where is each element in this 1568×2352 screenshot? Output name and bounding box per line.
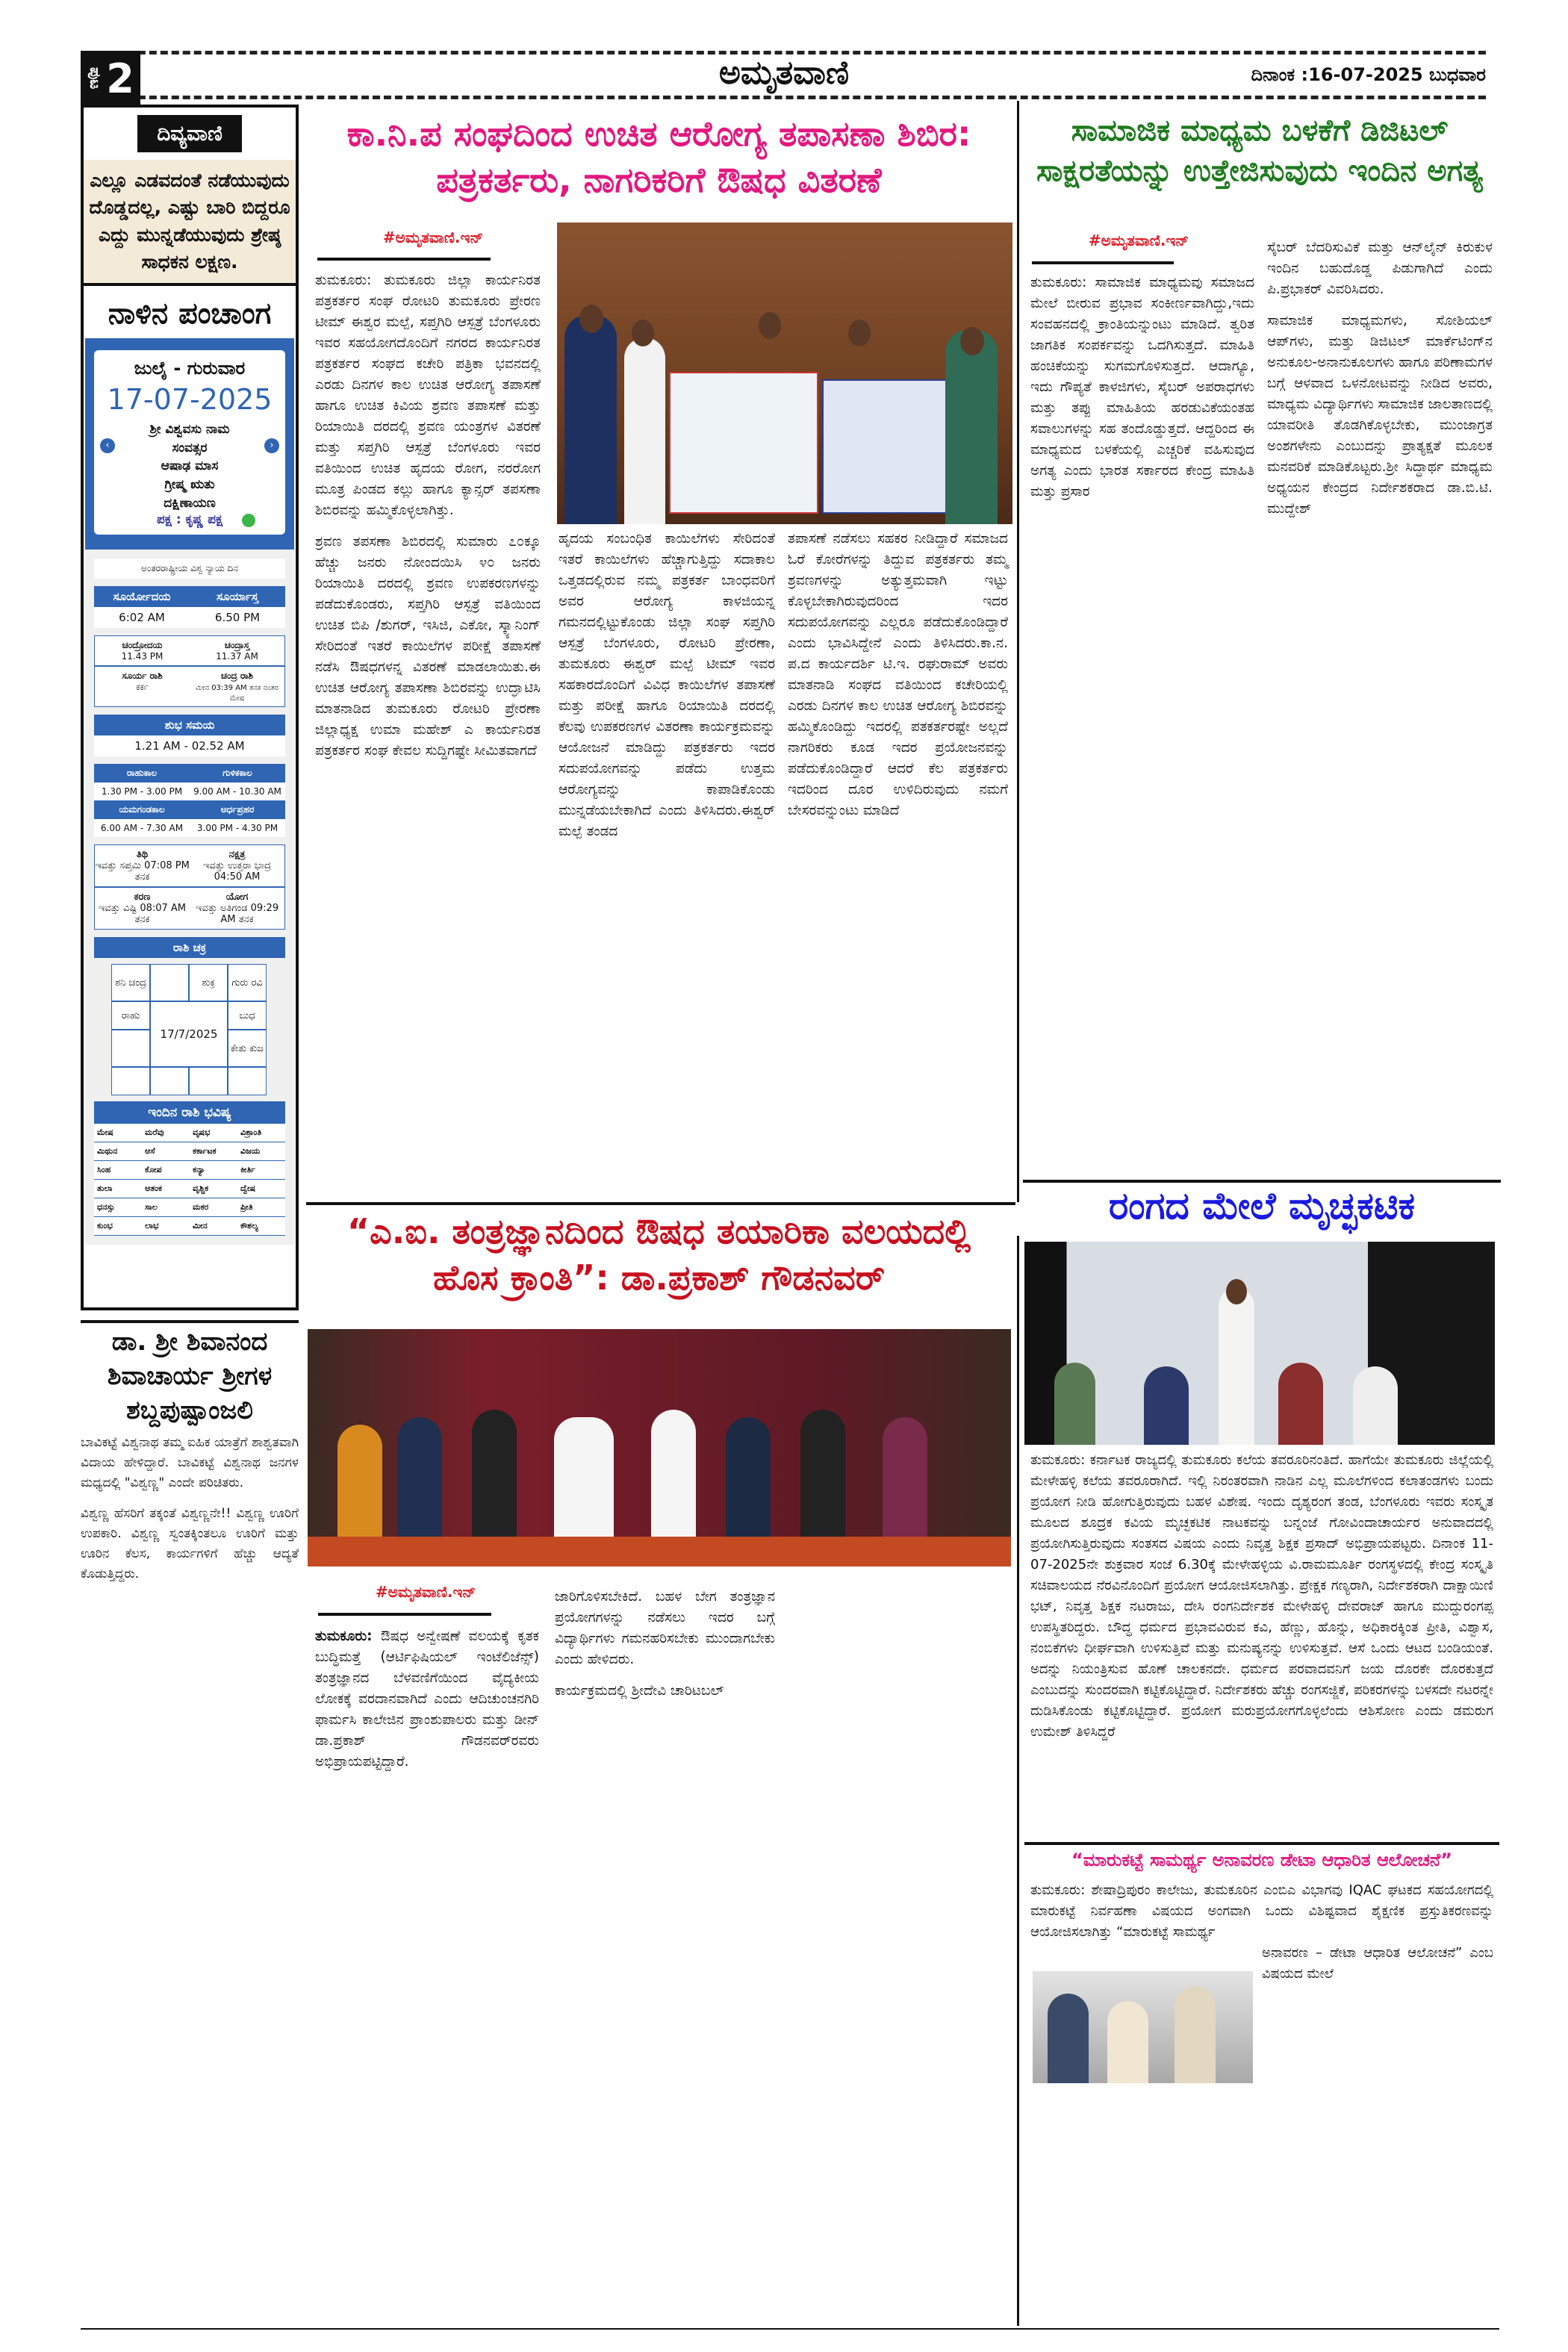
paksha: ಪಕ್ಷ : ಕೃಷ್ಣ ಪಕ್ಷ (156, 512, 223, 528)
issue-date: ದಿನಾಂಕ :16-07-2025 ಬುಧವಾರ (1251, 64, 1486, 85)
rashi-name: ಕನ್ಯಾ (190, 1161, 237, 1180)
chandra-rashi-label: ಚಂದ್ರ ರಾಶಿ (220, 671, 254, 682)
moonrise-label: ಚಂದ್ರೋದಯ (122, 640, 163, 651)
flower-decoration (308, 1537, 1011, 1567)
sunset-time: 6.50 PM (214, 611, 261, 625)
nakshatra-label: ನಕ್ಷತ್ರ (228, 849, 246, 861)
ardha-time: 3.00 PM - 4.30 PM (196, 823, 279, 834)
karana-label: ಕರಣ (134, 892, 151, 903)
chakra-cell: ಗುರು ರವಿ (228, 964, 267, 1001)
tribute-headline: ಡಾ. ಶ್ರೀ ಶಿವಾನಂದ ಶಿವಾಚಾರ್ಯ ಶ್ರೀಗಳ ಶಬ್ದಪುಷ್ಪಾಂಜಲಿ (107, 1327, 273, 1425)
chakra-cell: ರಾಹು (111, 1001, 150, 1030)
left-sidebar (81, 105, 299, 1310)
health-camp-photo (557, 223, 1012, 524)
rashi-name: ತುಲಾ (94, 1180, 142, 1198)
panchanga-date: 17-07-2025 (107, 383, 273, 416)
rashi-prediction: ವಿಶ್ರಾಂತಿ (237, 1124, 285, 1142)
rashi-prediction: ದ್ವೇಷ (237, 1180, 285, 1198)
nakshatra: ಇವತ್ತು ಉತ್ತರಾ ಭಾದ್ರ 04:50 AM (202, 860, 272, 883)
health-hashtag: #ಅಮೃತವಾಣಿ.ಇನ್ (382, 228, 484, 246)
chakra-cell: ಶನಿ ಚಂದ್ರ (111, 964, 150, 1001)
moonrise-time: 11.43 PM (121, 651, 164, 662)
surya-rashi-label: ಸೂರ್ಯ ರಾಶಿ (122, 671, 163, 682)
special-day: ಅಂತರರಾಷ್ಟ್ರೀಯ ವಿಶ್ವ ನ್ಯಾಯ ದಿನ (94, 559, 285, 579)
rashi-name: ವೃಶ್ಚಿಕ (190, 1180, 237, 1198)
shubha-time: 1.21 AM - 02.52 AM (134, 739, 245, 753)
samvatsara-line: ದಕ್ಷಿಣಾಯಣ (164, 495, 216, 511)
rashi-prediction: ಲಾಭ (142, 1217, 190, 1236)
rashi-name: ಧನಸ್ಸು (94, 1198, 142, 1217)
paragraph: ಸೈಬರ್ ಬೆದರಿಸುವಿಕೆ ಮತ್ತು ಆನ್‌ಲೈನ್ ಕಿರುಕುಳ ಇಂದಿನ ಬಹುದೊಡ್ಡ ಪಿಡುಗಾಗಿದೆ ಎಂದು ಪಿ.ಪ್ರಭಾಕರ್ ವಿವರಿಸಿದರು. (1267, 240, 1493, 297)
month-day: ಜುಲೈ - ಗುರುವಾರ (134, 358, 246, 379)
rashi-name: ವೃಷಭ (190, 1124, 237, 1142)
paragraph: ಕಾರ್ಯಕ್ರಮದಲ್ಲಿ ಶ್ರೀದೇವಿ ಚಾರಿಟಬಲ್ (555, 1683, 724, 1699)
masthead: ಅಮೃತವಾಣಿ (718, 54, 850, 92)
header-rule (105, 96, 1486, 99)
yama-label: ಯಮಗಂಡಕಾಲ (119, 804, 165, 815)
page-number: 2 (106, 55, 134, 102)
rashi-prediction: ಆತಂಕ (142, 1180, 190, 1198)
surya-rashi: ಕರ್ಕ (135, 682, 149, 693)
rahu-time: 1.30 PM - 3.00 PM (101, 786, 183, 797)
social-column-2 (1267, 237, 1493, 530)
rashi-prediction: ಕೌಶಲ್ಯ (237, 1217, 285, 1236)
paragraph: ಜಾರಿಗೊಳಿಸಬೇಕಿದೆ. ಬಹಳ ಬೇಗ ತಂತ್ರಜ್ಞಾನ ಪ್ರಯೋಗಗಳನ್ನು ನಡೆಸಲು ಇದರ ಬಗ್ಗೆ ವಿದ್ಯಾರ್ಥಿಗಳು ಗಮನಹರಿಸಬೇಕು ಮುಂದಾಗಬೇಕು ಎಂದು ಹೇಳಿದರು. (555, 1589, 775, 1667)
sunrise-label: ಸೂರ್ಯೋದಯ (113, 590, 171, 604)
rashi-bhavishya-table (94, 1124, 285, 1236)
panchanga-heading: ನಾಳಿನ ಪಂಚಾಂಗ (108, 296, 272, 331)
ai-column-2 (555, 1587, 775, 1712)
ai-column-1 (315, 1626, 539, 1773)
social-column-1: ತುಮಕೂರು: ಸಾಮಾಜಿಕ ಮಾಧ್ಯಮವು ಸಮಾಜದ ಮೇಲೆ ಬೀರುವ ಪ್ರಭಾವ ಸಂಕೀರ್ಣವಾಗಿದ್ದು,ಇದು ಸಂವಹನದಲ್ಲಿ ಕ್ರಾಂತಿಯನ್ನುಂಟು ಮಾಡಿದೆ. ತ್ವರಿತ ಜಾಗತಿಕ ಸಂಪರ್ಕವನ್ನು ಒದಗಿಸುತ್ತದೆ. ಮಾಹಿತಿ ಹಂಚಿಕೆಯನ್ನು ಸುಗಮಗೊಳಿಸುತ್ತದೆ. ಆದಾಗ್ಯೂ, ಇದು ಗೌಪ್ಯತೆ ಕಾಳಜಿಗಳು, ಸೈಬರ್ ಅಪರಾಧಗಳು ಮತ್ತು ತಪ್ಪು ಮಾಹಿತಿಯ ಹರಡುವಿಕೆಯಂತಹ ಸವಾಲುಗಳನ್ನು ಸಹ ತಂದೊಡ್ಡುತ್ತದೆ. ಆದ್ದರಿಂದ ಈ ಮಾಧ್ಯಮದ ಬಳಕೆಯಲ್ಲಿ ಎಚ್ಚರಿಕೆ ವಹಿಸುವುದ ಅಗತ್ಯ ಎಂದು ಭಾರತ ಸರ್ಕಾರದ ಕೇಂದ್ರ ಮಾಹಿತಿ ಮತ್ತು ಪ್ರಸಾರ (1030, 275, 1254, 500)
rashi-name: ಮೇಷ (94, 1124, 142, 1142)
social-headline-line: ಸಾಕ್ಷರತೆಯನ್ನು ಉತ್ತೇಜಿಸುವುದು ಇಂದಿನ ಅಗತ್ಯ (1036, 154, 1483, 188)
ai-headline (306, 1208, 1012, 1301)
tribute-paragraph: ವಿಶ್ವಣ್ಣ ಹೆಸರಿಗೆ ತಕ್ಕಂತೆ ವಿಶ್ವಣ್ಣನೇ!! ವಿಶ್ವಣ್ಣ ಊರಿಗೆ ಉಪಕಾರಿ. ವಿಶ್ವಣ್ಣ ಸ್ವಂತಕ್ಕಿಂತಲೂ ಊರಿಗೆ ಮತ್ತು ಊರಿನ ಕೆಲಸ, ಕಾರ್ಯಗಳಿಗೆ ಹೆಚ್ಚು ಆದ್ಯತೆ ಕೊಡುತ್ತಿದ್ದರು. (81, 1505, 299, 1581)
play-stage-photo (1024, 1242, 1495, 1445)
ai-headline-line: ಹೊಸ ಕ್ರಾಂತಿ”: ಡಾ.ಪ್ರಕಾಶ್ ಗೌಡನವರ್ (432, 1257, 886, 1298)
rashi-prediction: ಸಾಲ (142, 1198, 190, 1217)
bhavishya-heading: ಇಂದಿನ ರಾಶಿ ಭವಿಷ್ಯ (148, 1105, 231, 1121)
market-lead: ತುಮಕೂರು: ಶೇಷಾದ್ರಿಪುರಂ ಕಾಲೇಜು, ತುಮಕೂರಿನ ಎಂಬಿಎ ವಿಭಾಗವು IQAC ಘಟಕದ ಸಹಯೋಗದಲ್ಲಿ ಮಾರುಕಟ್ಟೆ ನಿರ್ವಹಣಾ ವಿಷಯದ ಅಂಗವಾಗಿ ಒಂದು ವಿಶಿಷ್ಟವಾದ ಶೈಕ್ಷಣಿಕ ಪ್ರಸ್ತುತಿಕರಣವನ್ನು ಆಯೋಜಿಸಲಾಗಿತ್ತು “ಮಾರುಕಟ್ಟೆ ಸಾಮರ್ಥ್ಯ (1030, 1882, 1493, 1940)
banner (822, 379, 949, 514)
panchanga-card (85, 338, 294, 550)
chakra-cell: ಶುಕ್ರ (189, 964, 228, 1001)
chakra-cell: ಬುಧ (228, 1001, 267, 1030)
health-column-2: ಹೃದಯ ಸಂಬಂಧಿತ ಕಾಯಿಲೆಗಳು ಸೇರಿದಂತೆ ಇತರೆ ಕಾಯಿಲೆಗಳು ಹೆಚ್ಚಾಗುತ್ತಿದ್ದು ಸದಾಕಾಲ ಒತ್ತಡದಲ್ಲಿರುವ ನಮ್ಮ ಪತ್ರಕರ್ತ ಬಾಂಧವರಿಗೆ ಅವರ ಆರೋಗ್ಯ ಕಾಳಜಿಯನ್ನ ಗಮನದಲ್ಲಿಟ್ಟುಕೊಂಡು ಜಿಲ್ಲಾ ಸಂಘ ಸಪ್ತಗಿರಿ ಆಸ್ಪತ್ರೆ ಬೆಂಗಳೂರು, ರೋಟರಿ ಪ್ರೇರಣಾ, ತುಮಕೂರು ಈಶ್ವರ್ ಮಲ್ಪೆ ಟೀಮ್ ಇವರ ಸಹಕಾರದೊಂದಿಗೆ ವಿವಿಧ ಕಾಯಿಲೆಗಳ ತಪಾಸಣೆ ಮತ್ತು ಪರೀಕ್ಷೆ ಹಾಗೂ ರಿಯಾಯಿತಿ ದರದಲ್ಲಿ ಕೆಲವು ಉಪಕರಣಗಳ ವಿತರಣಾ ಕಾರ್ಯಕ್ರಮವನ್ನು ಆಯೋಜನೆ ಮಾಡಿದ್ದು ಪತ್ರಕರ್ತರು ಇದರ ಸದುಪಯೋಗವನ್ನು ಪಡೆದು ಉತ್ತಮ ಆರೋಗ್ಯವನ್ನು ಕಾಪಾಡಿಕೊಂಡು ಮುನ್ನಡೆಯಬೇಕಾಗಿದೆ ಎಂದು ತಿಳಿಸಿದರು.ಈಶ್ವರ್ ಮಲ್ಪೆ ತಂಡದ (559, 531, 775, 839)
divyavani-title: ದಿವ್ಯವಾಣಿ (137, 115, 242, 152)
rashi-prediction: ಪ್ರೀತಿ (237, 1198, 285, 1217)
social-hashtag: #ಅಮೃತವಾಣಿ.ಇನ್ (1088, 231, 1189, 249)
health-column-1 (315, 270, 541, 772)
yoga-label: ಯೋಗ (225, 892, 249, 903)
chevron-right-icon: › (264, 438, 279, 453)
mricchakatika-body: ತುಮಕೂರು: ಕರ್ನಾಟಕ ರಾಜ್ಯದಲ್ಲಿ ತುಮಕೂರು ಕಲೆಯ ತವರೂರಿನಂತಿದೆ. ಹಾಗೆಯೇ ತುಮಕೂರು ಜಿಲ್ಲೆಯಲ್ಲಿ ಮೇಳೇಹಳ್ಳಿ ಕಲೆಯ ತವರೂರಾಗಿದೆ. ಇಲ್ಲಿ ನಿರಂತರವಾಗಿ ನಾಡಿನ ಎಲ್ಲ ಮೂಲೆಗಳಿಂದ ಕಲಾತಂಡಗಳು ಬಂದು ಪ್ರಯೋಗ ನೀಡಿ ಹೋಗುತ್ತಿರುವುದು ಬಹಳ ವಿಶೇಷ. ಇಂದು ದೃಶ್ಯರಂಗ ತಂಡ, ಬೆಂಗಳೂರು ಇವರು ಸಂಸ್ಕೃತ ಮೂಲದ ಶೂದ್ರಕ ಕವಿಯ ಮೃಚ್ಛಕಟಿಕ ನಾಟಕವನ್ನು ಬನ್ನಂಜೆ ಗೋವಿಂದಾಚಾರ್ಯರ ಅನುವಾದದಲ್ಲಿ ಪ್ರಯೋಗಿಸುತ್ತಿರುವುದು ಸಂತಸದ ವಿಷಯ ಎಂದು ನಿವೃತ್ತ ಶಿಕ್ಷಕ ಪ್ರಸಾದ್ ಅಭಿಪ್ರಾಯಪಟ್ಟರು. ದಿನಾಂಕ 11-07-2025ನೇ ಶುಕ್ರವಾರ ಸಂಜೆ 6.30ಕ್ಕೆ ಮೇಳೇಹಳ್ಳಿಯ ವಿ.ರಾಮಮೂರ್ತಿ ರಂಗಸ್ಥಳದಲ್ಲಿ ಕೇಂದ್ರ ಸಂಸ್ಕೃತಿ ಸಚಿವಾಲಯದ ನೆರವಿನೊಂದಿಗೆ ಪ್ರಯೋಗ ಆಯೋಜಿಸಲಾಗಿತ್ತು. ಪ್ರೇಕ್ಷಕ ಗಣ್ಯರಾಗಿ, ನಿರ್ದೇಶಕರಾಗಿ ದಾಕ್ಷಾಯಿಣಿ ಭಟ್, ನಿವೃತ್ತ ಶಿಕ್ಷಕ ನಟರಾಜು, ದೇಸಿ ರಂಗನಿರ್ದೇಶಕ ಮೇಳೇಹಳ್ಳಿ ದೇವರಾಜ್ ಹಾಗೂ ಮುದ್ದುರಂಗಪ್ಪ ಉಪಸ್ಥಿತರಿದ್ದರು. ಬೌದ್ಧ ಧರ್ಮದ ಪ್ರಭಾವವಿರುವ ಕವಿ, ಹೆಣ್ಣು, ಹೊನ್ನು, ಅಧಿಕಾರಕ್ಕಿಂತ ಪ್ರೀತಿ, ವಿಶ್ವಾಸ, ನಂಬಿಕೆಗಳು ಧೀರ್ಘವಾಗಿ ಉಳಿಸುತ್ತಿವೆ ಮತ್ತು ಮನುಷ್ಯನನ್ನು ಉಳಿಸುತ್ತವೆ. ಆಸೆ ಒಂದು ಆಟದ ಬಂಡಿಯಂತೆ. ಅದನ್ನು ನಿಯಂತ್ರಿಸುವ ಹೊಣೆ ಚಾಲಕನದೇ. ಧರ್ಮದ ಪರವಾದವನಿಗೆ ಜಯ ದೊರಕೇ ದೊರಕುತ್ತದೆ ಎಂಬುದನ್ನು ಸುಂದರವಾಗಿ ಕಟ್ಟಿಕೊಟ್ಟಿದ್ದಾರೆ. ನಿರ್ದೇಶಕರು ಹೆಚ್ಚು ರಂಗಸಜ್ಜಿಕೆ, ಪರಿಕರಗಳನ್ನು ಬಳಸದೇ ನಟರನ್ನೇ ದುಡಿಸಿಕೊಂಡು ಕಟ್ಟಿಕೊಟ್ಟಿದ್ದಾರೆ. ಪ್ರಯೋಗ ಮರುಪ್ರಯೋಗಗೊಳ್ಳಲೆಂದು ಆಶಿಸೋಣ ಎಂದು ಡಮರುಗ ಉಮೇಶ್ ತಿಳಿಸಿದ್ದರೆ (1030, 1452, 1493, 1740)
market-side-text: ಅನಾವರಣ – ಡೇಟಾ ಆಧಾರಿತ ಆಲೋಚನೆ” ಎಂಬ ವಿಷಯದ ಮೇಲೆ (1262, 1945, 1493, 1982)
tithi: ಇವತ್ತು ಸಪ್ತಮಿ 07:08 PM ತನಕ (95, 860, 190, 883)
sunset-label: ಸೂರ್ಯಾಸ್ತ (217, 590, 258, 604)
rashi-name: ಮಿಥುನ (94, 1142, 142, 1161)
tribute-paragraph: ಬಾವಿಕಟ್ಟೆ ವಿಶ್ವನಾಥ ತಮ್ಮ ಐಹಿಕ ಯಾತ್ರೆಗೆ ಶಾಶ್ವತವಾಗಿ ವಿದಾಯ ಹೇಳಿದ್ದಾರೆ. ಬಾವಿಕಟ್ಟೆ ವಿಶ್ವನಾಥ ಜನಗಳ ಮಧ್ಯದಲ್ಲಿ "ವಿಶ್ವಣ್ಣ" ಎಂದೇ ಪರಿಚಿತರು. (81, 1434, 299, 1490)
paragraph: ಸಾಮಾಜಿಕ ಮಾಧ್ಯಮಗಳು, ಸೋಶಿಯಲ್ ಆಪ್‌ಗಳು, ಮತ್ತು ಡಿಜಿಟಲ್ ಮಾರ್ಕೆಟಿಂಗ್‌ನ ಅನುಕೂಲ-ಅನಾನುಕೂಲಗಳು ಹಾಗೂ ಪರಿಣಾಮಗಳ ಬಗ್ಗೆ ಆಳವಾದ ಒಳನೋಟವನ್ನು ನೀಡಿದ ಅವರು, ಮಾಧ್ಯಮ ವಿದ್ಯಾರ್ಥಿಗಳು ಸಾಮಾಜಿಕ ಜಾಲತಾಣದಲ್ಲಿ ಯಾವರೀತಿ ತೊಡಗಿಕೊಳ್ಳಬೇಕು, ಮುಂಜಾಗ್ರತ ಅಂಶಗಳೇನು ಎಂಬುದನ್ನು ಪ್ರಾತ್ಯಕ್ಷತೆ ಮೂಲಕ ಮನವರಿಕೆ ಮಾಡಿಕೊಟ್ಟರು.ಶ್ರೀ ಸಿದ್ಧಾರ್ಥ ಮಾಧ್ಯಮ ಅಧ್ಯಯನ ಕೇಂದ್ರದ ನಿರ್ದೇಶಕರಾದ ಡಾ.ಬಿ.ಟಿ. ಮುದ್ದೇಶ್ (1267, 313, 1493, 517)
samvatsara-line: ಶ್ರೀ ವಿಶ್ವವಸು ನಾಮ (149, 422, 230, 437)
gulika-label: ಗುಳಿಕಕಾಲ (223, 768, 252, 779)
market-photo (1033, 1971, 1253, 2083)
rashi-name: ಮೀನ (190, 1217, 237, 1236)
karana: ಇವತ್ತು ವಿಷ್ಟಿ 08:07 AM ತನಕ (98, 903, 187, 926)
rashi-name: ಸಿಂಹ (94, 1161, 142, 1180)
chakra-center-date: 17/7/2025 (150, 1001, 228, 1067)
rashi-prediction: ಕೋಪ (142, 1161, 190, 1180)
tribute-article (81, 1325, 299, 1595)
ai-hashtag: #ಅಮೃತವಾಣಿ.ಇನ್ (375, 1583, 476, 1601)
tithi-label: ತಿಥಿ (136, 849, 149, 861)
rashi-chakra (111, 964, 268, 1095)
health-headline-line: ಪತ್ರಕರ್ತರು, ನಾಗರಿಕರಿಗೆ ಔಷಧ ವಿತರಣೆ (436, 160, 882, 201)
panchanga-details (85, 550, 294, 1245)
dateline: ತುಮಕೂರು: (315, 1628, 373, 1644)
rashi-prediction: ಆಸೆ (142, 1142, 190, 1161)
samvatsara-line: ಸಂವತ್ಸರ (172, 440, 208, 455)
market-headline: “ಮಾರುಕಟ್ಟೆ ಸಾಮರ್ಥ್ಯ ಅನಾವರಣ ಡೇಟಾ ಆಧಾರಿತ ಆಲೋಚನೆ” (1071, 1849, 1453, 1870)
paragraph: ಔಷಧ ಅನ್ವೇಷಣೆ ವಲಯಕ್ಕೆ ಕೃತಕ ಬುದ್ಧಿಮತ್ತೆ (ಆರ್ಟಿಫಿಷಿಯಲ್ ಇಂಟೆಲಿಜೆನ್ಸ್) ತಂತ್ರಜ್ಞಾನದ ಬೆಳವಣಿಗೆಯಿಂದ ವೈದ್ಯಕೀಯ ಲೋಕಕ್ಕೆ ವರದಾನವಾಗಿದೆ ಎಂದು ಆದಿಚುಂಚನಗಿರಿ ಫಾರ್ಮಸಿ ಕಾಲೇಜಿನ ಪ್ರಾಂಶುಪಾಲರು ಮತ್ತು ಡೀನ್ ಡಾ.ಪ್ರಕಾಶ್ ಗೌಡನವರ್‌ರವರು ಅಭಿಪ್ರಾಯಪಟ್ಟಿದ್ದಾರೆ. (315, 1628, 539, 1770)
sunrise-time: 6:02 AM (119, 611, 165, 625)
paragraph: ಶ್ರವಣ ತಪಸಣಾ ಶಿಬಿರದಲ್ಲಿ ಸುಮಾರು ೭೦ಕ್ಕೂ ಹೆಚ್ಚು ಜನರು ನೋಂದಯಿಸಿ ೪೦ ಜನರು ರಿಯಾಯಿತಿ ದರದಲ್ಲಿ ಶ್ರವಣ ಉಪಕರಣಗಳನ್ನು ಪಡೆದುಕೊಂಡರು, ಸಪ್ತಗಿರಿ ಆಸ್ಪತ್ರೆ ವತಿಯಿಂದ ಉಚಿತ ಬಿಪಿ /ಶುಗರ್, ಇಸಿಜಿ, ಎಕೋ, ಸ್ಕ್ಯಾನಿಂಗ್ ಸೇರಿದಂತೆ ಇತರೆ ಕಾಯಿಲೆಗಳ ಪರೀಕ್ಷೆ ತಪಾಸಣೆ ನಡೆಸಿ ಔಷಧಗಳನ್ನ ವಿತರಣೆ ಮಾಡಲಾಯಿತು.ಈ ಉಚಿತ ಆರೋಗ್ಯ ತಪಾಸಣಾ ಶಿಬಿರವನ್ನು ಉದ್ಘಾಟಿಸಿ ಮಾತನಾಡಿದ ತುಮಕೂರು ರೋಟರಿ ಪ್ರೇರಣಾ ಜಿಲ್ಲಾಧ್ಯಕ್ಷ ಉಮಾ ಮಹೇಶ್ ಎ ಕಾರ್ಯನಿರತ ಪತ್ರಕರ್ತರ ಸಂಘ ಕೇವಲ ಸುದ್ದಿಗಷ್ಟೇ ಸೀಮಿತವಾಗದೆ (315, 534, 541, 759)
chandra-rashi: ಮೀನ 03:39 AM ತನಕ ನಂತರ ಮೇಷ (196, 684, 279, 703)
samvatsara-line: ಗ್ರೀಷ್ಮ ಋತು (164, 476, 215, 492)
health-headline (306, 111, 1012, 203)
ai-headline-line: “ಎ.ಐ. ತಂತ್ರಜ್ಞಾನದಿಂದ ಔಷಧ ತಯಾರಿಕಾ ವಲಯದಲ್ಲಿ (346, 1211, 971, 1251)
social-headline-line: ಸಾಮಾಜಿಕ ಮಾಧ್ಯಮ ಬಳಕೆಗೆ ಡಿಜಿಟಲ್ (1071, 113, 1449, 148)
rahu-label: ರಾಹುಕಾಲ (126, 768, 158, 779)
health-headline-line: ಕಾ.ನಿ.ಪ ಸಂಘದಿಂದ ಉಚಿತ ಆರೋಗ್ಯ ತಪಾಸಣಾ ಶಿಬಿರ: (346, 113, 971, 154)
banner (669, 372, 818, 514)
chevron-left-icon: ‹ (100, 438, 115, 453)
rashi-prediction: ಕೀರ್ತಿ (237, 1161, 285, 1180)
mricchakatika-headline: ರಂಗದ ಮೇಲೆ ಮೃಚ್ಛಕಟಿಕ (1108, 1184, 1416, 1228)
yama-time: 6.00 AM - 7.30 AM (100, 823, 184, 834)
social-headline (1024, 111, 1495, 191)
moonset-label: ಚಂದ್ರಾಸ್ತ (224, 640, 250, 651)
paragraph: ತುಮಕೂರು: ತುಮಕೂರು ಜಿಲ್ಲಾ ಕಾರ್ಯನಿರತ ಪತ್ರಕರ್ತರ ಸಂಘ ರೋಟರಿ ತುಮಕೂರು ಪ್ರೇರಣ ಟೀಮ್ ಈಶ್ವರ ಮಲ್ಪೆ, ಸಪ್ತಗಿರಿ ಆಸ್ಪತ್ರೆ ಬೆಂಗಳೂರು ಇವರ ಸಹಯೋಗದೊಂದಿಗೆ ನಗರದ ಕಾರ್ಯನಿರತ ಪತ್ರಕರ್ತರ ಸಂಘದ ಕಚೇರಿ ಪತ್ರಿಕಾ ಭವನದಲ್ಲಿ ಎರಡು ದಿನಗಳ ಕಾಲ ಉಚಿತ ಆರೋಗ್ಯ ತಪಾಸಣೆ ಹಾಗೂ ಉಚಿತ ಕಿವಿಯ ಶ್ರವಣ ತಪಾಸಣೆ ಮತ್ತು ರಿಯಾಯಿತಿ ದರದಲ್ಲಿ ಶ್ರವಣ ಯಂತ್ರಗಳ ವಿತರಣೆ ಮತ್ತು ಸಪ್ತಗಿರಿ ಆಸ್ಪತ್ರೆ ಬೆಂಗಳೂರು ಇವರ ವತಿಯಿಂದ ಉಚಿತ ಹೃದಯ ರೋಗ, ನರರೋಗ ಮೂತ್ರ ಪಿಂಡದ ಕಲ್ಲು ಹಾಗೂ ಕ್ಯಾನ್ಸರ್ ತಪಸಣಾ ಶಿಬಿರವನ್ನು ಹಮ್ಮಿಕೊಳ್ಳಲಾಗಿತ್ತು. (315, 273, 541, 518)
rashi-name: ಮಕರ (190, 1198, 237, 1217)
gulika-time: 9.00 AM - 10.30 AM (193, 786, 281, 797)
rashi-chakra-label: ರಾಶಿ ಚಕ್ರ (172, 941, 207, 955)
divyavani-quote: ಎಲ್ಲೂ ಎಡವದಂತೆ ನಡೆಯುವುದು ದೊಡ್ಡದಲ್ಲ, ಎಷ್ಟು ಬಾರಿ ಬಿದ್ದರೂ ಎದ್ದು ಮುನ್ನಡೆಯುವುದು ಶ್ರೇಷ್ಠ ಸಾಧಕನ ಲಕ್ಷಣ. (84, 160, 296, 283)
shubha-label: ಶುಭ ಸಮಯ (164, 718, 215, 732)
moonset-time: 11.37 AM (216, 651, 258, 662)
rashi-prediction: ಮರೆವು (142, 1124, 190, 1142)
yoga: ಇವತ್ತು ಅತಿಗಂಡ 09:29 AM ತನಕ (195, 903, 279, 926)
rashi-name: ಕುಂಭ (94, 1217, 142, 1236)
samvatsara-line: ಆಷಾಢ ಮಾಸ (161, 458, 219, 474)
ai-event-photo (308, 1329, 1011, 1567)
health-column-3: ತಪಾಸಣೆ ನಡೆಸಲು ಸಹಕರ ನೀಡಿದ್ದಾರೆ ಸಮಾಜದ ಓರೆ ಕೋರೆಗಳನ್ನು ತಿದ್ದುವ ಪತ್ರಕರ್ತರು ತಮ್ಮ ಶ್ರವಣಗಳನ್ನು ಅತ್ಯುತ್ತಮವಾಗಿ ಇಟ್ಟು ಕೊಳ್ಳಬೇಕಾಗಿರುವುದರಿಂದ ಇದರ ಸದುಪಯೋಗವನ್ನು ಎಲ್ಲರೂ ಪಡೆದುಕೊಂಡಿದ್ದಾರೆ ಎಂದು ಭಾವಿಸಿದ್ದೇನೆ ಎಂದು ತಿಳಿಸಿದರು.ಕಾ.ನ. ಪ.ದ ಕಾರ್ಯದರ್ಶಿ ಟಿ.ಇ. ರಘುರಾಮ್ ಅವರು ಮಾತನಾಡಿ ಸಂಘದ ವತಿಯಿಂದ ಕಚೇರಿಯಲ್ಲಿ ಎರಡು ದಿನಗಳ ಕಾಲ ಉಚಿತ ಆರೋಗ್ಯ ಶಿಬಿರವನ್ನು ಹಮ್ಮಿಕೊಂಡಿದ್ದು ಇದರಲ್ಲಿ ಪತಕರ್ತರಷ್ಟೇ ಅಲ್ಲದೆ ನಾಗರಿಕರು ಕೂಡ ಇದರ ಪ್ರಯೋಜನವನ್ನು ಪಡೆದುಕೊಂಡಿದ್ದಾರೆ ಆದರೆ ಕೆಲ ಪತ್ರಕರ್ತರು ಇದರಿಂದ ದೂರ ಉಳಿದಿರುವುದು ನಮಗೆ ಬೇಸರವನ್ನುಂಟು ಮಾಡಿದೆ (788, 531, 1008, 818)
page-label: ಪುಟ (87, 67, 105, 90)
rashi-name: ಕರ್ಕಾಟಕ (190, 1142, 237, 1161)
ardha-label: ಅರ್ಧಪ್ರಹರ (220, 804, 255, 815)
rashi-prediction: ವಿಜಯ (237, 1142, 285, 1161)
chakra-cell: ಕೇತು ಕುಜ (228, 1030, 267, 1067)
